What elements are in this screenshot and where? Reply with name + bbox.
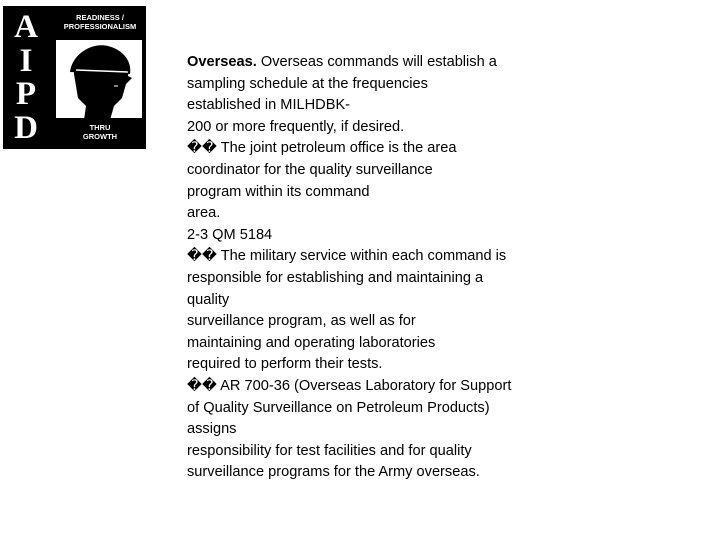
logo-letter-d: D bbox=[14, 110, 38, 147]
text-line-13: surveillance program, as well as for bbox=[187, 313, 416, 330]
text-line-20: surveillance programs for the Army overseas. bbox=[187, 464, 480, 481]
text-line-16: �� AR 700-36 (Overseas Laboratory for Support bbox=[187, 377, 512, 394]
logo-bottom-line-1: THRU bbox=[89, 123, 111, 132]
logo-letters bbox=[3, 6, 49, 149]
text-line-14: maintaining and operating laboratories bbox=[187, 334, 436, 351]
logo-letter-a: A bbox=[14, 8, 38, 45]
text-line-18: assigns bbox=[187, 421, 237, 438]
logo-letter-i: I bbox=[19, 42, 33, 79]
text-line-6: coordinator for the quality surveillance bbox=[187, 161, 433, 178]
text-line-4: 200 or more frequently, if desired. bbox=[187, 118, 405, 135]
body-text bbox=[187, 52, 557, 484]
logo-top-text bbox=[56, 10, 144, 40]
logo-emblem bbox=[55, 9, 143, 146]
text-line-7: program within its command bbox=[187, 183, 370, 200]
first-line-text: Overseas commands will establish a bbox=[256, 54, 497, 70]
text-line-2: sampling schedule at the frequencies bbox=[187, 75, 428, 92]
logo-bottom-line-2: GROWTH bbox=[82, 132, 118, 141]
section-heading: Overseas. bbox=[187, 54, 257, 70]
text-line-8: area. bbox=[187, 205, 221, 222]
text-line-1 bbox=[187, 52, 557, 74]
text-line-12: quality bbox=[187, 291, 230, 308]
soldier-head-icon bbox=[56, 40, 142, 120]
aipd-logo bbox=[3, 6, 146, 149]
text-line-9: 2-3 QM 5184 bbox=[187, 226, 273, 243]
text-line-5: �� The joint petroleum office is the area bbox=[187, 140, 457, 157]
text-line-11: responsible for establishing and maintaining a bbox=[187, 269, 484, 286]
logo-top-line-2: PROFESSIONALISM bbox=[63, 22, 137, 31]
logo-top-line-1: READINESS / bbox=[76, 13, 124, 22]
text-line-15: required to perform their tests. bbox=[187, 356, 383, 373]
text-line-10: �� The military service within each command is bbox=[187, 248, 507, 265]
text-line-17: of Quality Surveillance on Petroleum Products) bbox=[187, 399, 490, 416]
logo-letter-p: P bbox=[15, 76, 37, 113]
logo-bottom-text bbox=[56, 118, 144, 145]
text-line-19: responsibility for test facilities and for quality bbox=[187, 442, 472, 459]
text-line-3: established in MILHDBK- bbox=[187, 97, 351, 114]
